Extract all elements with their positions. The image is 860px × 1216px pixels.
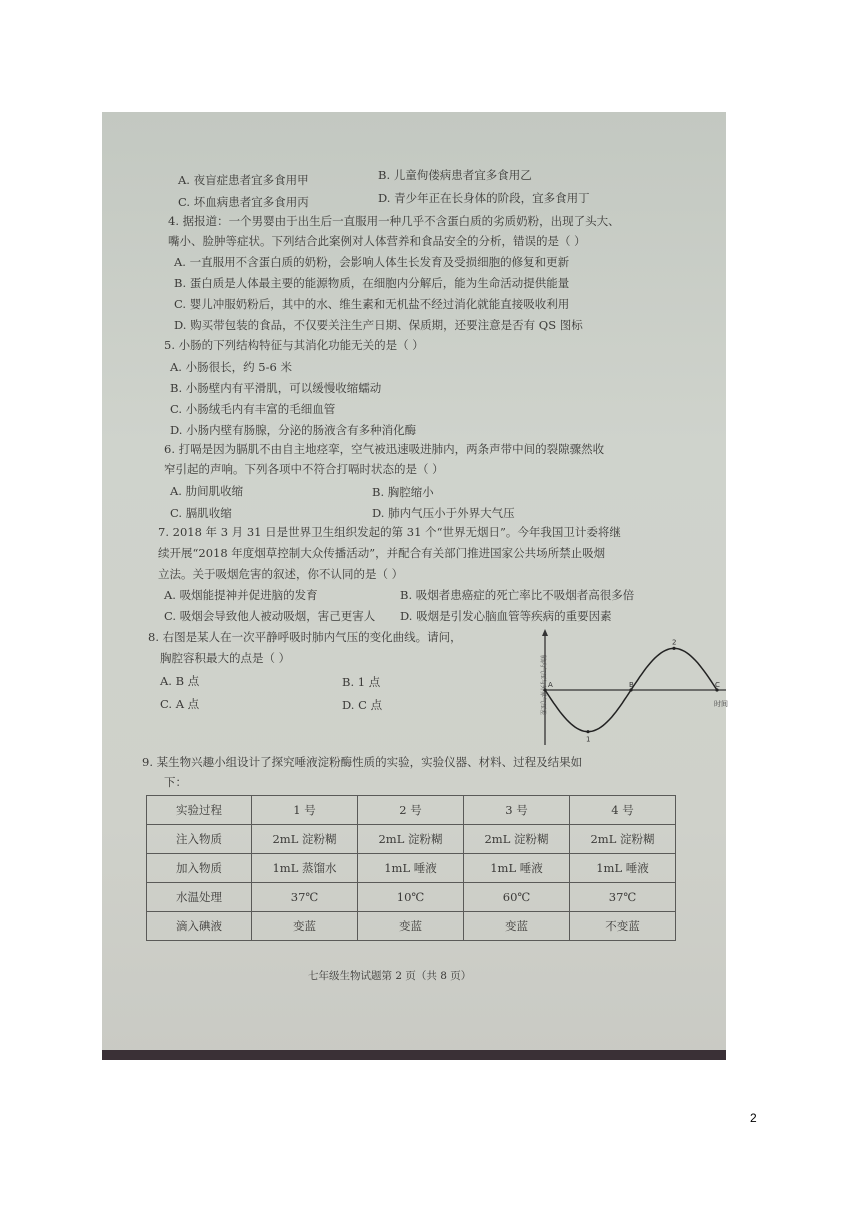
table-cell: 滴入碘液: [147, 912, 252, 941]
q8-stem-line1: 8. 右图是某人在一次平静呼吸时肺内气压的变化曲线。请问，: [148, 630, 462, 644]
table-cell: 37℃: [570, 883, 676, 912]
curve-point-label: A: [548, 681, 553, 689]
q9-stem-line1: 9. 某生物兴趣小组设计了探究唾液淀粉酶性质的实验，实验仪器、材料、过程及结果如: [142, 755, 583, 769]
table-cell: 1mL 唾液: [464, 854, 570, 883]
table-header-cell: 实验过程: [147, 796, 252, 825]
q7-stem-line1: 7. 2018 年 3 月 31 日是世界卫生组织发起的第 31 个“世界无烟日”。今年我国卫计委将继: [158, 525, 621, 539]
table-cell: 60℃: [464, 883, 570, 912]
page-footer: 七年级生物试题第 2 页（共 8 页）: [308, 970, 472, 982]
table-header-cell: 1 号: [252, 796, 358, 825]
q4-stem-line1: 4. 据报道：一个男婴由于出生后一直服用一种几乎不含蛋白质的劣质奶粉，出现了头大、: [168, 214, 620, 228]
table-cell: 37℃: [252, 883, 358, 912]
q3-option-d: D. 青少年正在长身体的阶段，宜多食用丁: [378, 191, 590, 205]
table-cell: 加入物质: [147, 854, 252, 883]
q5-stem: 5. 小肠的下列结构特征与其消化功能无关的是（ ）: [164, 338, 424, 352]
q5-option-b: B. 小肠壁内有平滑肌，可以缓慢收缩蠕动: [170, 381, 382, 395]
q5-option-d: D. 小肠内壁有肠腺，分泌的肠液含有多种消化酶: [170, 423, 417, 437]
q3-option-c: C. 坏血病患者宜多食用丙: [178, 195, 309, 209]
y-axis-arrow: [542, 629, 548, 636]
curve-point-label: C: [715, 681, 720, 689]
q7-option-a: A. 吸烟能提神并促进脑的发育: [164, 588, 318, 602]
q8-option-a: A. B 点: [160, 674, 200, 688]
table-cell: 2mL 淀粉糊: [570, 825, 676, 854]
table-cell: 2mL 淀粉糊: [358, 825, 464, 854]
q3-option-b: B. 儿童佝偻病患者宜多食用乙: [378, 168, 532, 182]
q6-stem-line1: 6. 打嗝是因为膈肌不由自主地痉挛，空气被迅速吸进肺内，两条声带中间的裂隙骤然收: [164, 442, 605, 456]
table-cell: 1mL 蒸馏水: [252, 854, 358, 883]
curve-point-label: B: [629, 681, 634, 689]
q6-option-d: D. 肺内气压小于外界大气压: [372, 506, 515, 520]
q8-option-b: B. 1 点: [342, 675, 381, 689]
q8-stem-line2: 胸腔容积最大的点是（ ）: [160, 651, 291, 665]
curve-point: [672, 647, 675, 650]
table-row: [147, 854, 676, 883]
q5-option-c: C. 小肠绒毛内有丰富的毛细血管: [170, 402, 336, 416]
table-cell: 水温处理: [147, 883, 252, 912]
table-cell: 2mL 淀粉糊: [252, 825, 358, 854]
q8-option-c: C. A 点: [160, 697, 200, 711]
table-cell: 变蓝: [358, 912, 464, 941]
q3-option-a: A. 夜盲症患者宜多食用甲: [178, 173, 309, 187]
q4-option-c: C. 婴儿冲服奶粉后，其中的水、维生素和无机盐不经过消化就能直接吸收利用: [174, 297, 570, 311]
table-cell: 变蓝: [252, 912, 358, 941]
q9-stem-line2: 下：: [164, 775, 187, 789]
q4-stem-line2: 嘴小、脸肿等症状。下列结合此案例对人体营养和食品安全的分析，错误的是（ ）: [168, 234, 586, 248]
table-cell: 1mL 唾液: [570, 854, 676, 883]
q7-option-c: C. 吸烟会导致他人被动吸烟，害己更害人: [164, 609, 376, 623]
photo-bottom-edge: [102, 1050, 726, 1060]
y-axis-label: 肺内气压与外界气压差: [539, 655, 546, 716]
table-header-cell: 2 号: [358, 796, 464, 825]
curve-point-label: 1: [586, 735, 591, 744]
page-number: 2: [750, 1111, 757, 1125]
table-row: [147, 883, 676, 912]
q7-option-b: B. 吸烟者患癌症的死亡率比不吸烟者高很多倍: [400, 588, 635, 602]
q6-stem-line2: 窄引起的声响。下列各项中不符合打嗝时状态的是（ ）: [164, 462, 444, 476]
curve-point-label: 2: [672, 638, 677, 647]
table-cell: 注入物质: [147, 825, 252, 854]
q4-option-a: A. 一直服用不含蛋白质的奶粉，会影响人体生长发育及受损细胞的修复和更新: [174, 255, 570, 269]
q7-stem-line2: 续开展“2018 年度烟草控制大众传播活动”，并配合有关部门推进国家公共场所禁止吸烟: [158, 546, 606, 560]
x-axis-label: 时间: [714, 700, 728, 708]
table-cell: 10℃: [358, 883, 464, 912]
table-header-cell: 3 号: [464, 796, 570, 825]
table-header-cell: 4 号: [570, 796, 676, 825]
chart-layer: [539, 629, 728, 745]
table-cell: 变蓝: [464, 912, 570, 941]
q7-option-d: D. 吸烟是引发心脑血管等疾病的重要因素: [400, 609, 612, 623]
q8-option-d: D. C 点: [342, 698, 383, 712]
table-cell: 不变蓝: [570, 912, 676, 941]
q4-option-d: D. 购买带包装的食品，不仅要关注生产日期、保质期，还要注意是否有 QS 图标: [174, 318, 583, 332]
table-row: [147, 825, 676, 854]
exam-page-photo: [102, 112, 726, 1060]
q7-stem-line3: 立法。关于吸烟危害的叙述，你不认同的是（ ）: [158, 567, 404, 581]
q6-option-c: C. 膈肌收缩: [170, 506, 232, 520]
q4-option-b: B. 蛋白质是人体最主要的能源物质，在细胞内分解后，能为生命活动提供能量: [174, 276, 570, 290]
table-row: [147, 912, 676, 941]
table-cell: 1mL 唾液: [358, 854, 464, 883]
q5-option-a: A. 小肠很长，约 5-6 米: [170, 360, 292, 374]
q6-option-b: B. 胸腔缩小: [372, 485, 434, 499]
curve-point: [586, 730, 589, 733]
table-cell: 2mL 淀粉糊: [464, 825, 570, 854]
q6-option-a: A. 肋间肌收缩: [170, 484, 244, 498]
pressure-curve-chart: [537, 627, 726, 749]
experiment-table: [146, 795, 676, 941]
table-header-row: [147, 796, 676, 825]
